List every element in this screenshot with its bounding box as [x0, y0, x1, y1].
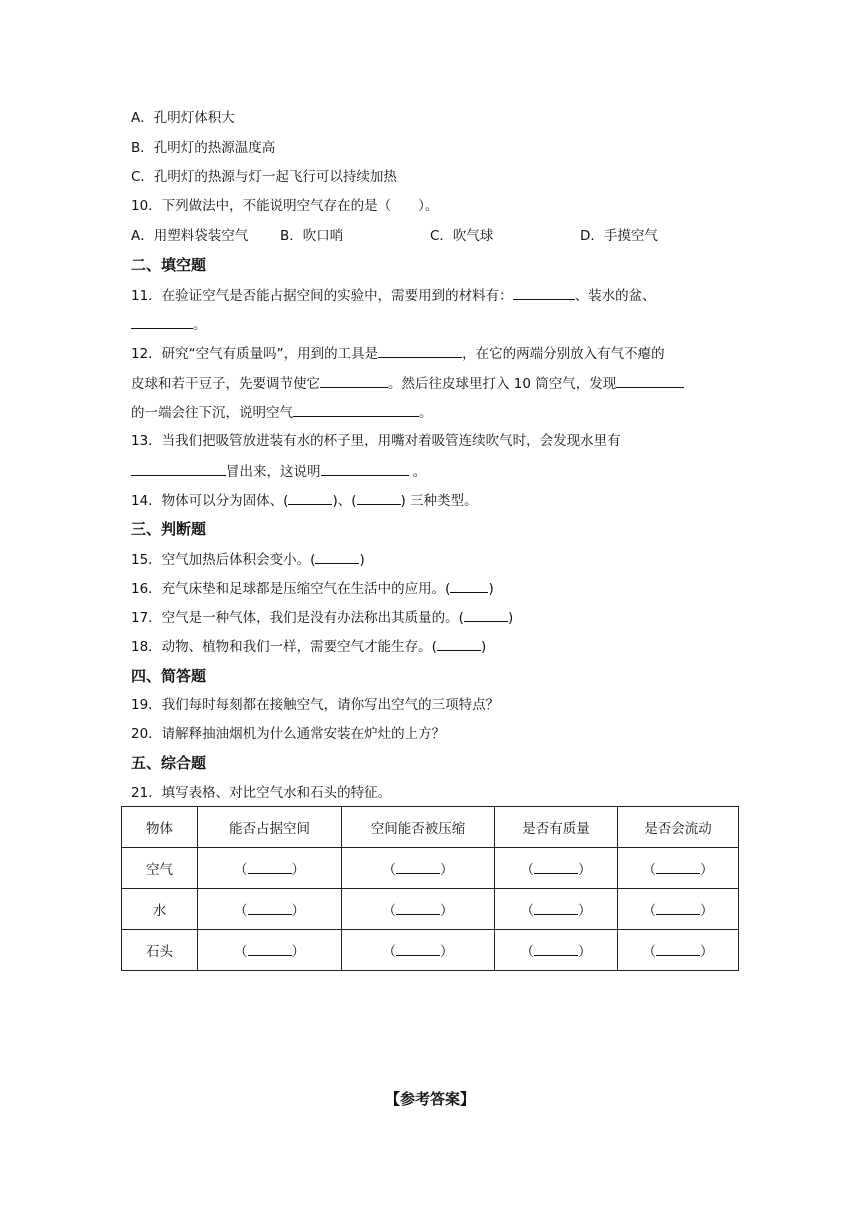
- q18-blank[interactable]: [437, 636, 481, 651]
- q18-line: [131, 636, 486, 657]
- q16-text: 16．充气床垫和足球都是压缩空气在生活中的应用。(: [131, 581, 451, 597]
- q15-blank[interactable]: [315, 549, 359, 564]
- q14-blank-1[interactable]: [288, 490, 332, 505]
- q10-option-b: B．吹口哨: [280, 228, 344, 244]
- q12-text-3b: 。: [419, 405, 433, 421]
- q17-line: [131, 607, 513, 628]
- cell-blank[interactable]: [396, 941, 440, 956]
- header-has-mass: 是否有质量: [495, 807, 618, 848]
- answer-key-title: 【参考答案】: [384, 1090, 475, 1108]
- q16-blank[interactable]: [450, 578, 488, 593]
- cell-blank[interactable]: [656, 941, 700, 956]
- header-object: 物体: [122, 807, 198, 848]
- q9-option-a: A．孔明灯体积大: [131, 110, 235, 126]
- table-row: [122, 930, 739, 971]
- cell-blank[interactable]: [396, 900, 440, 915]
- q13-text-2b: 。: [408, 464, 427, 480]
- cell-blank[interactable]: [248, 900, 292, 915]
- answer-cell: （ ）: [198, 848, 342, 889]
- section-heading-comprehensive: 五、综合题: [131, 754, 207, 772]
- q11-text-a: 11．在验证空气是否能占据空间的实验中，需要用到的材料有：: [131, 288, 513, 304]
- section-heading-judgement: 三、判断题: [131, 520, 207, 538]
- q13-blank-2[interactable]: [321, 461, 409, 476]
- q12-text-1a: 12．研究“空气有质量吗”，用到的工具是: [131, 346, 379, 362]
- q12-text-3a: 的一端会往下沉，说明空气: [131, 405, 293, 421]
- q10-option-c: C．吹气球: [430, 228, 494, 244]
- row-label-water: 水: [122, 889, 198, 930]
- q14-text-c: ) 三种类型。: [400, 493, 478, 509]
- q19-text: 19．我们每时每刻都在接触空气，请你写出空气的三项特点？: [131, 697, 500, 713]
- q11-blank-2[interactable]: [131, 314, 193, 329]
- row-label-stone: 石头: [122, 930, 198, 971]
- header-compressible: 空间能否被压缩: [342, 807, 495, 848]
- q12-blank-conclusion[interactable]: [293, 402, 419, 417]
- answer-cell: （ ）: [198, 889, 342, 930]
- answer-cell: （ ）: [495, 930, 618, 971]
- cell-blank[interactable]: [248, 859, 292, 874]
- q12-text-1b: ，在它的两端分别放入有气不瘪的: [462, 346, 665, 362]
- header-occupy-space: 能否占据空间: [198, 807, 342, 848]
- table-row: [122, 848, 739, 889]
- q11-line2: [131, 314, 207, 335]
- q12-line3: [131, 402, 433, 423]
- q14-line: [131, 490, 478, 511]
- q16-close: ): [488, 581, 494, 597]
- comparison-table: [121, 806, 739, 971]
- answer-cell: （ ）: [618, 889, 739, 930]
- q12-line1: [131, 343, 665, 364]
- q17-text: 17．空气是一种气体，我们是没有办法称出其质量的。(: [131, 610, 464, 626]
- q13-blank-1[interactable]: [131, 461, 226, 476]
- q10-stem: 10．下列做法中，不能说明空气存在的是（ ）。: [131, 198, 439, 214]
- q12-text-2a: 皮球和若干豆子，先要调节使它: [131, 376, 320, 392]
- q10-option-a: A．用塑料袋装空气: [131, 228, 249, 244]
- table-header-row: [122, 807, 739, 848]
- section-heading-fill-in: 二、填空题: [131, 256, 207, 274]
- q14-blank-2[interactable]: [357, 490, 401, 505]
- answer-cell: （ ）: [495, 848, 618, 889]
- q13-line1: 13．当我们把吸管放进装有水的杯子里，用嘴对着吸管连续吹气时，会发现水里有: [131, 433, 621, 449]
- q14-text-b: )、(: [332, 493, 357, 509]
- q13-line2: [131, 461, 426, 482]
- answer-cell: （ ）: [342, 848, 495, 889]
- cell-blank[interactable]: [656, 900, 700, 915]
- q15-line: [131, 549, 365, 570]
- q9-option-b: B．孔明灯的热源温度高: [131, 140, 276, 156]
- cell-blank[interactable]: [656, 859, 700, 874]
- q15-close: ): [359, 552, 365, 568]
- q17-close: ): [507, 610, 514, 626]
- q13-text-2a: 冒出来，这说明: [226, 464, 321, 480]
- q11-blank-1[interactable]: [513, 285, 575, 300]
- q17-blank[interactable]: [464, 607, 508, 622]
- answer-cell: （ ）: [618, 848, 739, 889]
- answer-cell: （ ）: [618, 930, 739, 971]
- q12-blank-balance[interactable]: [320, 373, 388, 388]
- q14-text-a: 14．物体可以分为固体、(: [131, 493, 289, 509]
- q15-text: 15．空气加热后体积会变小。(: [131, 552, 316, 568]
- q12-line2: [131, 373, 684, 394]
- q11-text-c: 。: [193, 317, 207, 333]
- answer-cell: （ ）: [342, 889, 495, 930]
- q11-text-b: 、装水的盆、: [574, 288, 656, 304]
- q18-close: ): [480, 639, 487, 655]
- q12-text-2b: 。然后往皮球里打入 10 筒空气，发现: [388, 376, 617, 392]
- q10-option-d: D．手摸空气: [580, 228, 658, 244]
- cell-blank[interactable]: [534, 859, 578, 874]
- header-flows: 是否会流动: [618, 807, 739, 848]
- q18-text: 18．动物、植物和我们一样，需要空气才能生存。(: [131, 639, 437, 655]
- q16-line: [131, 578, 494, 599]
- cell-blank[interactable]: [396, 859, 440, 874]
- answer-cell: （ ）: [495, 889, 618, 930]
- table-row: [122, 889, 739, 930]
- cell-blank[interactable]: [534, 900, 578, 915]
- row-label-air: 空气: [122, 848, 198, 889]
- q12-blank-side[interactable]: [616, 373, 684, 388]
- cell-blank[interactable]: [534, 941, 578, 956]
- q11-line1: [131, 285, 656, 306]
- cell-blank[interactable]: [248, 941, 292, 956]
- section-heading-short-answer: 四、简答题: [131, 667, 207, 685]
- answer-cell: （ ）: [342, 930, 495, 971]
- q20-text: 20．请解释抽油烟机为什么通常安装在炉灶的上方？: [131, 726, 446, 742]
- q12-blank-tool[interactable]: [378, 343, 462, 358]
- q21-text: 21．填写表格、对比空气水和石头的特征。: [131, 785, 392, 801]
- answer-cell: （ ）: [198, 930, 342, 971]
- q10-options: [131, 226, 658, 246]
- q9-option-c: C．孔明灯的热源与灯一起飞行可以持续加热: [131, 169, 397, 185]
